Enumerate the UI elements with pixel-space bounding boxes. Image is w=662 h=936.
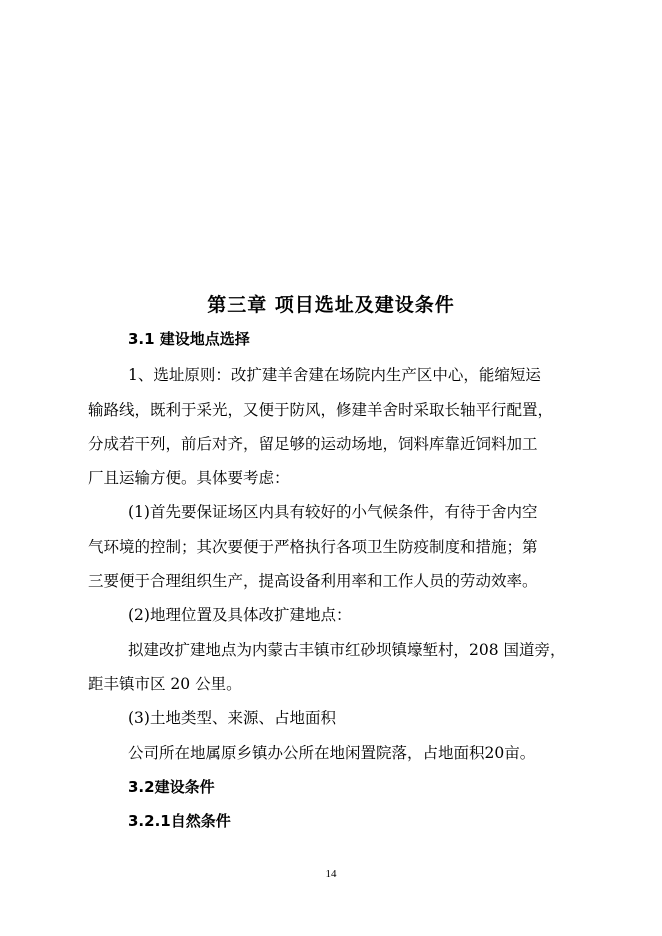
paragraph-line: (3)土地类型、来源、占地面积 xyxy=(128,709,336,727)
paragraph-line: 公司所在地属原乡镇办公所在地闲置院落，占地面积20亩。 xyxy=(128,744,536,762)
paragraph-line: (1)首先要保证场区内具有较好的小气候条件，有待于舍内空 xyxy=(128,503,538,521)
paragraph-line: 拟建改扩建地点为内蒙古丰镇市红砂坝镇壕堑村，208 国道旁， xyxy=(128,641,566,659)
section-3-1-heading: 3.1 建设地点选择 xyxy=(128,330,250,348)
paragraph-line: 1、选址原则：改扩建羊舍建在场院内生产区中心，能缩短运 xyxy=(128,366,541,384)
chapter-title: 第三章 项目选址及建设条件 xyxy=(207,294,455,316)
paragraph-line: 分成若干列，前后对齐，留足够的运动场地，饲料库靠近饲料加工 xyxy=(88,435,538,453)
paragraph-line: 距丰镇市区 20 公里。 xyxy=(88,675,242,693)
paragraph-line: 厂且运输方便。具体要考虑： xyxy=(88,469,290,487)
section-3-2-heading: 3.2建设条件 xyxy=(128,778,215,796)
paragraph-line: (2)地理位置及具体改扩建地点： xyxy=(128,606,352,624)
section-3-2-1-heading: 3.2.1自然条件 xyxy=(128,812,231,830)
paragraph-line: 气环境的控制；其次要便于严格执行各项卫生防疫制度和措施；第 xyxy=(88,538,538,556)
page-number: 14 xyxy=(325,868,337,880)
paragraph-line: 三要便于合理组织生产，提高设备利用率和工作人员的劳动效率。 xyxy=(88,572,538,590)
paragraph-line: 输路线，既利于采光，又便于防风，修建羊舍时采取长轴平行配置， xyxy=(88,401,554,419)
